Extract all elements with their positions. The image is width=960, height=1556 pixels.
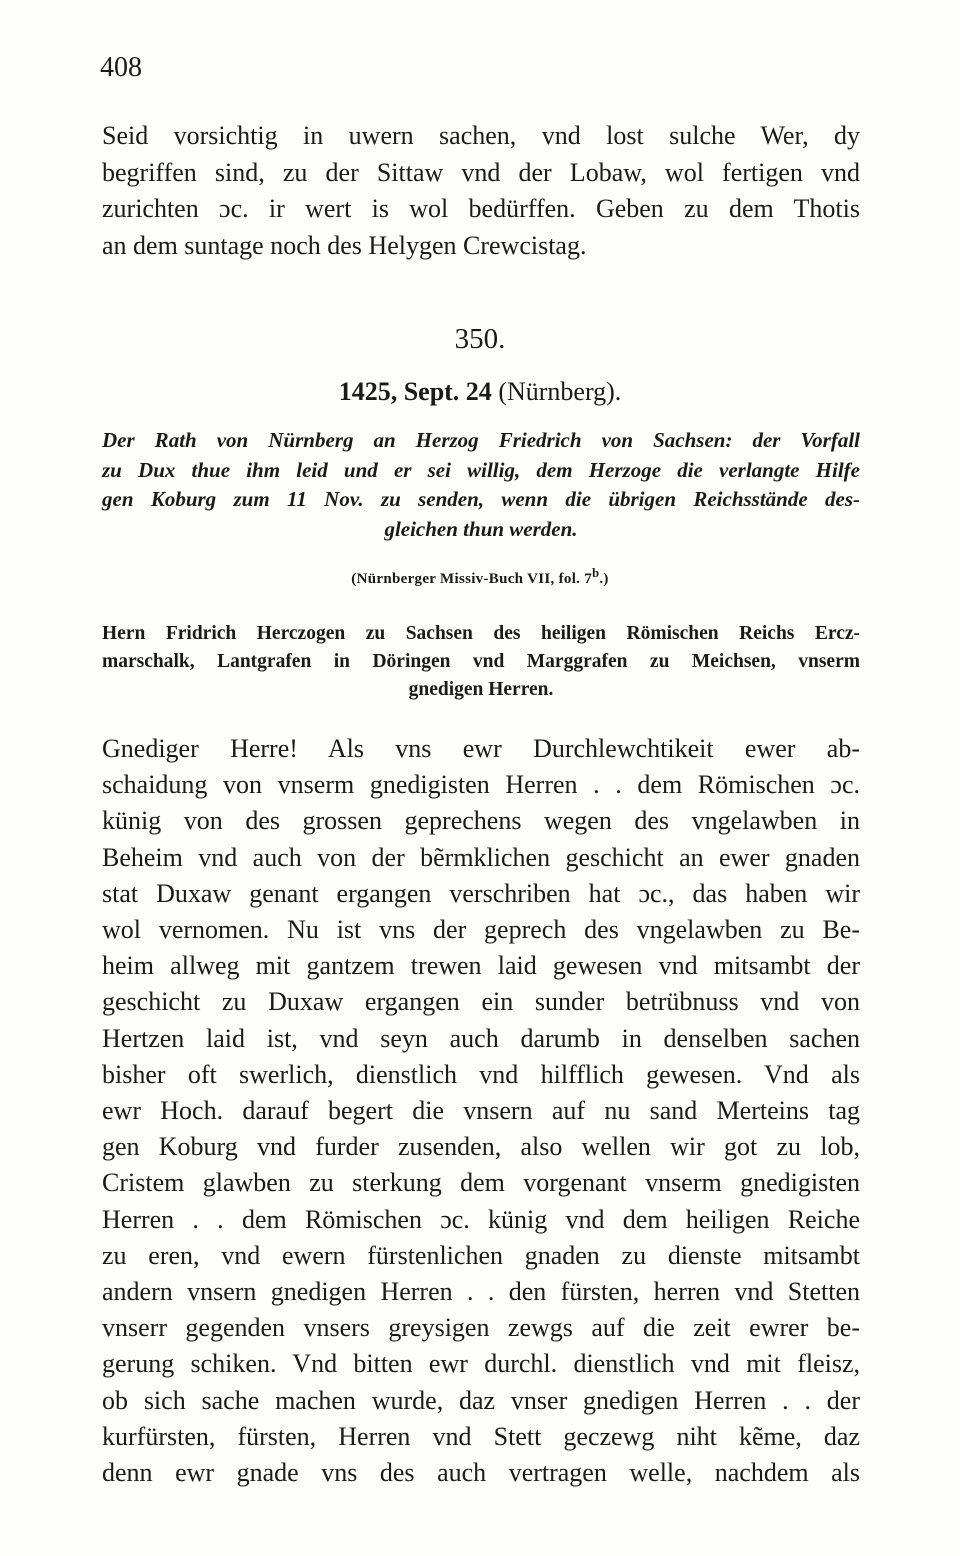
body-line-15: zu eren, vnd ewern fürstenlichen gnaden zu dienste mitsambt xyxy=(102,1240,860,1270)
summary-line-3: gen Koburg zum 11 Nov. zu senden, wenn die übrigen Reichsstände des- xyxy=(102,487,860,511)
letter-address xyxy=(102,620,860,704)
source-citation xyxy=(0,566,960,588)
body-line-1: Gnediger Herre! Als vns ewr Durchlewchtikeit ewer ab- xyxy=(102,734,860,763)
address-line-3: gnedigen Herren. xyxy=(408,679,554,700)
body-line-18: gerung schiken. Vnd bitten ewr durchl. dienstlich vnd mit fleisz, xyxy=(102,1349,860,1379)
body-line-19: ob sich sache machen wurde, daz vnser gnedigen Herren . . der xyxy=(102,1385,860,1415)
body-line-10: bisher oft swerlich, dienstlich vnd hilfflich gewesen. Vnd als xyxy=(102,1059,860,1089)
source-text: (Nürnberger Missiv-Buch VII, fol. 7 xyxy=(351,571,593,587)
body-line-8: geschicht zu Duxaw ergangen ein sunder betrübnuss vnd von xyxy=(102,987,860,1017)
summary-line-4: gleichen thun werden. xyxy=(384,516,578,541)
address-line-2: marschalk, Lantgrafen in Döringen vnd Marggrafen zu Meichsen, vnserm xyxy=(102,651,860,672)
page-number: 408 xyxy=(100,52,142,83)
intro-line-2: begriffen sind, zu der Sittaw vnd der Lobaw, wol fertigen vnd xyxy=(102,157,860,187)
document-number: 350. xyxy=(454,323,506,355)
body-line-12: gen Koburg vnd furder zusenden, also wellen wir got zu lob, xyxy=(102,1132,860,1162)
address-line-1: Hern Fridrich Herczogen zu Sachsen des heiligen Römischen Reichs Ercz- xyxy=(102,623,860,644)
body-line-14: Herren . . dem Römischen ɔc. künig vnd dem heiligen Reiche xyxy=(102,1204,860,1234)
letter-body xyxy=(102,731,860,1491)
body-line-11: ewr Hoch. darauf begert die vnsern auf nu sand Merteins tag xyxy=(102,1096,860,1126)
body-line-5: stat Duxaw genant ergangen verschriben hat ɔc., das haben wir xyxy=(102,878,860,908)
body-line-6: wol vernomen. Nu ist vns der geprech des vngelawben zu Be- xyxy=(102,915,860,945)
document-date-value: 1425, Sept. 24 xyxy=(338,377,492,406)
body-line-2: schaidung von vnserm gnedigisten Herren . . dem Römischen ɔc. xyxy=(102,770,860,800)
body-line-9: Hertzen laid ist, vnd seyn auch darumb in denselben sachen xyxy=(102,1023,860,1053)
body-line-16: andern vnsern gnedigen Herren . . den fürsten, herren vnd Stetten xyxy=(102,1277,860,1307)
document-summary xyxy=(102,426,860,544)
intro-line-1: Seid vorsichtig in uwern sachen, vnd lost sulche Wer, dy xyxy=(102,121,860,150)
summary-line-2: zu Dux thue ihm leid und er sei willig, dem Herzoge die verlangte Hilfe xyxy=(102,457,860,482)
source-superscript: b xyxy=(592,566,600,580)
body-line-4: Beheim vnd auch von der bẽrmklichen geschicht an ewer gnaden xyxy=(102,842,860,872)
document-place: (Nürnberg). xyxy=(498,377,622,406)
intro-paragraph xyxy=(102,118,860,264)
body-line-13: Cristem glawben zu sterkung dem vorgenant vnserm gnedigisten xyxy=(102,1168,860,1198)
body-line-20: kurfürsten, fürsten, Herren vnd Stett geczewg niht kẽme, daz xyxy=(102,1421,860,1451)
document-date xyxy=(0,377,960,407)
intro-line-4: an dem suntage noch des Helygen Crewcistag. xyxy=(102,230,587,260)
body-line-21: denn ewr gnade vns des auch vertragen welle, nachdem als xyxy=(102,1458,860,1488)
source-end: .) xyxy=(599,571,609,587)
body-line-7: heim allweg mit gantzem trewen laid gewesen vnd mitsambt der xyxy=(102,951,860,981)
summary-line-1: Der Rath von Nürnberg an Herzog Friedrich von Sachsen: der Vorfall xyxy=(102,428,860,452)
body-line-17: vnserr gegenden vnsers greysigen zewgs auf die zeit ewrer be- xyxy=(102,1313,860,1343)
body-line-3: künig von des grossen geprechens wegen des vngelawben in xyxy=(102,806,860,836)
intro-line-3: zurichten ɔc. ir wert is wol bedürffen. Geben zu dem Thotis xyxy=(102,194,860,223)
